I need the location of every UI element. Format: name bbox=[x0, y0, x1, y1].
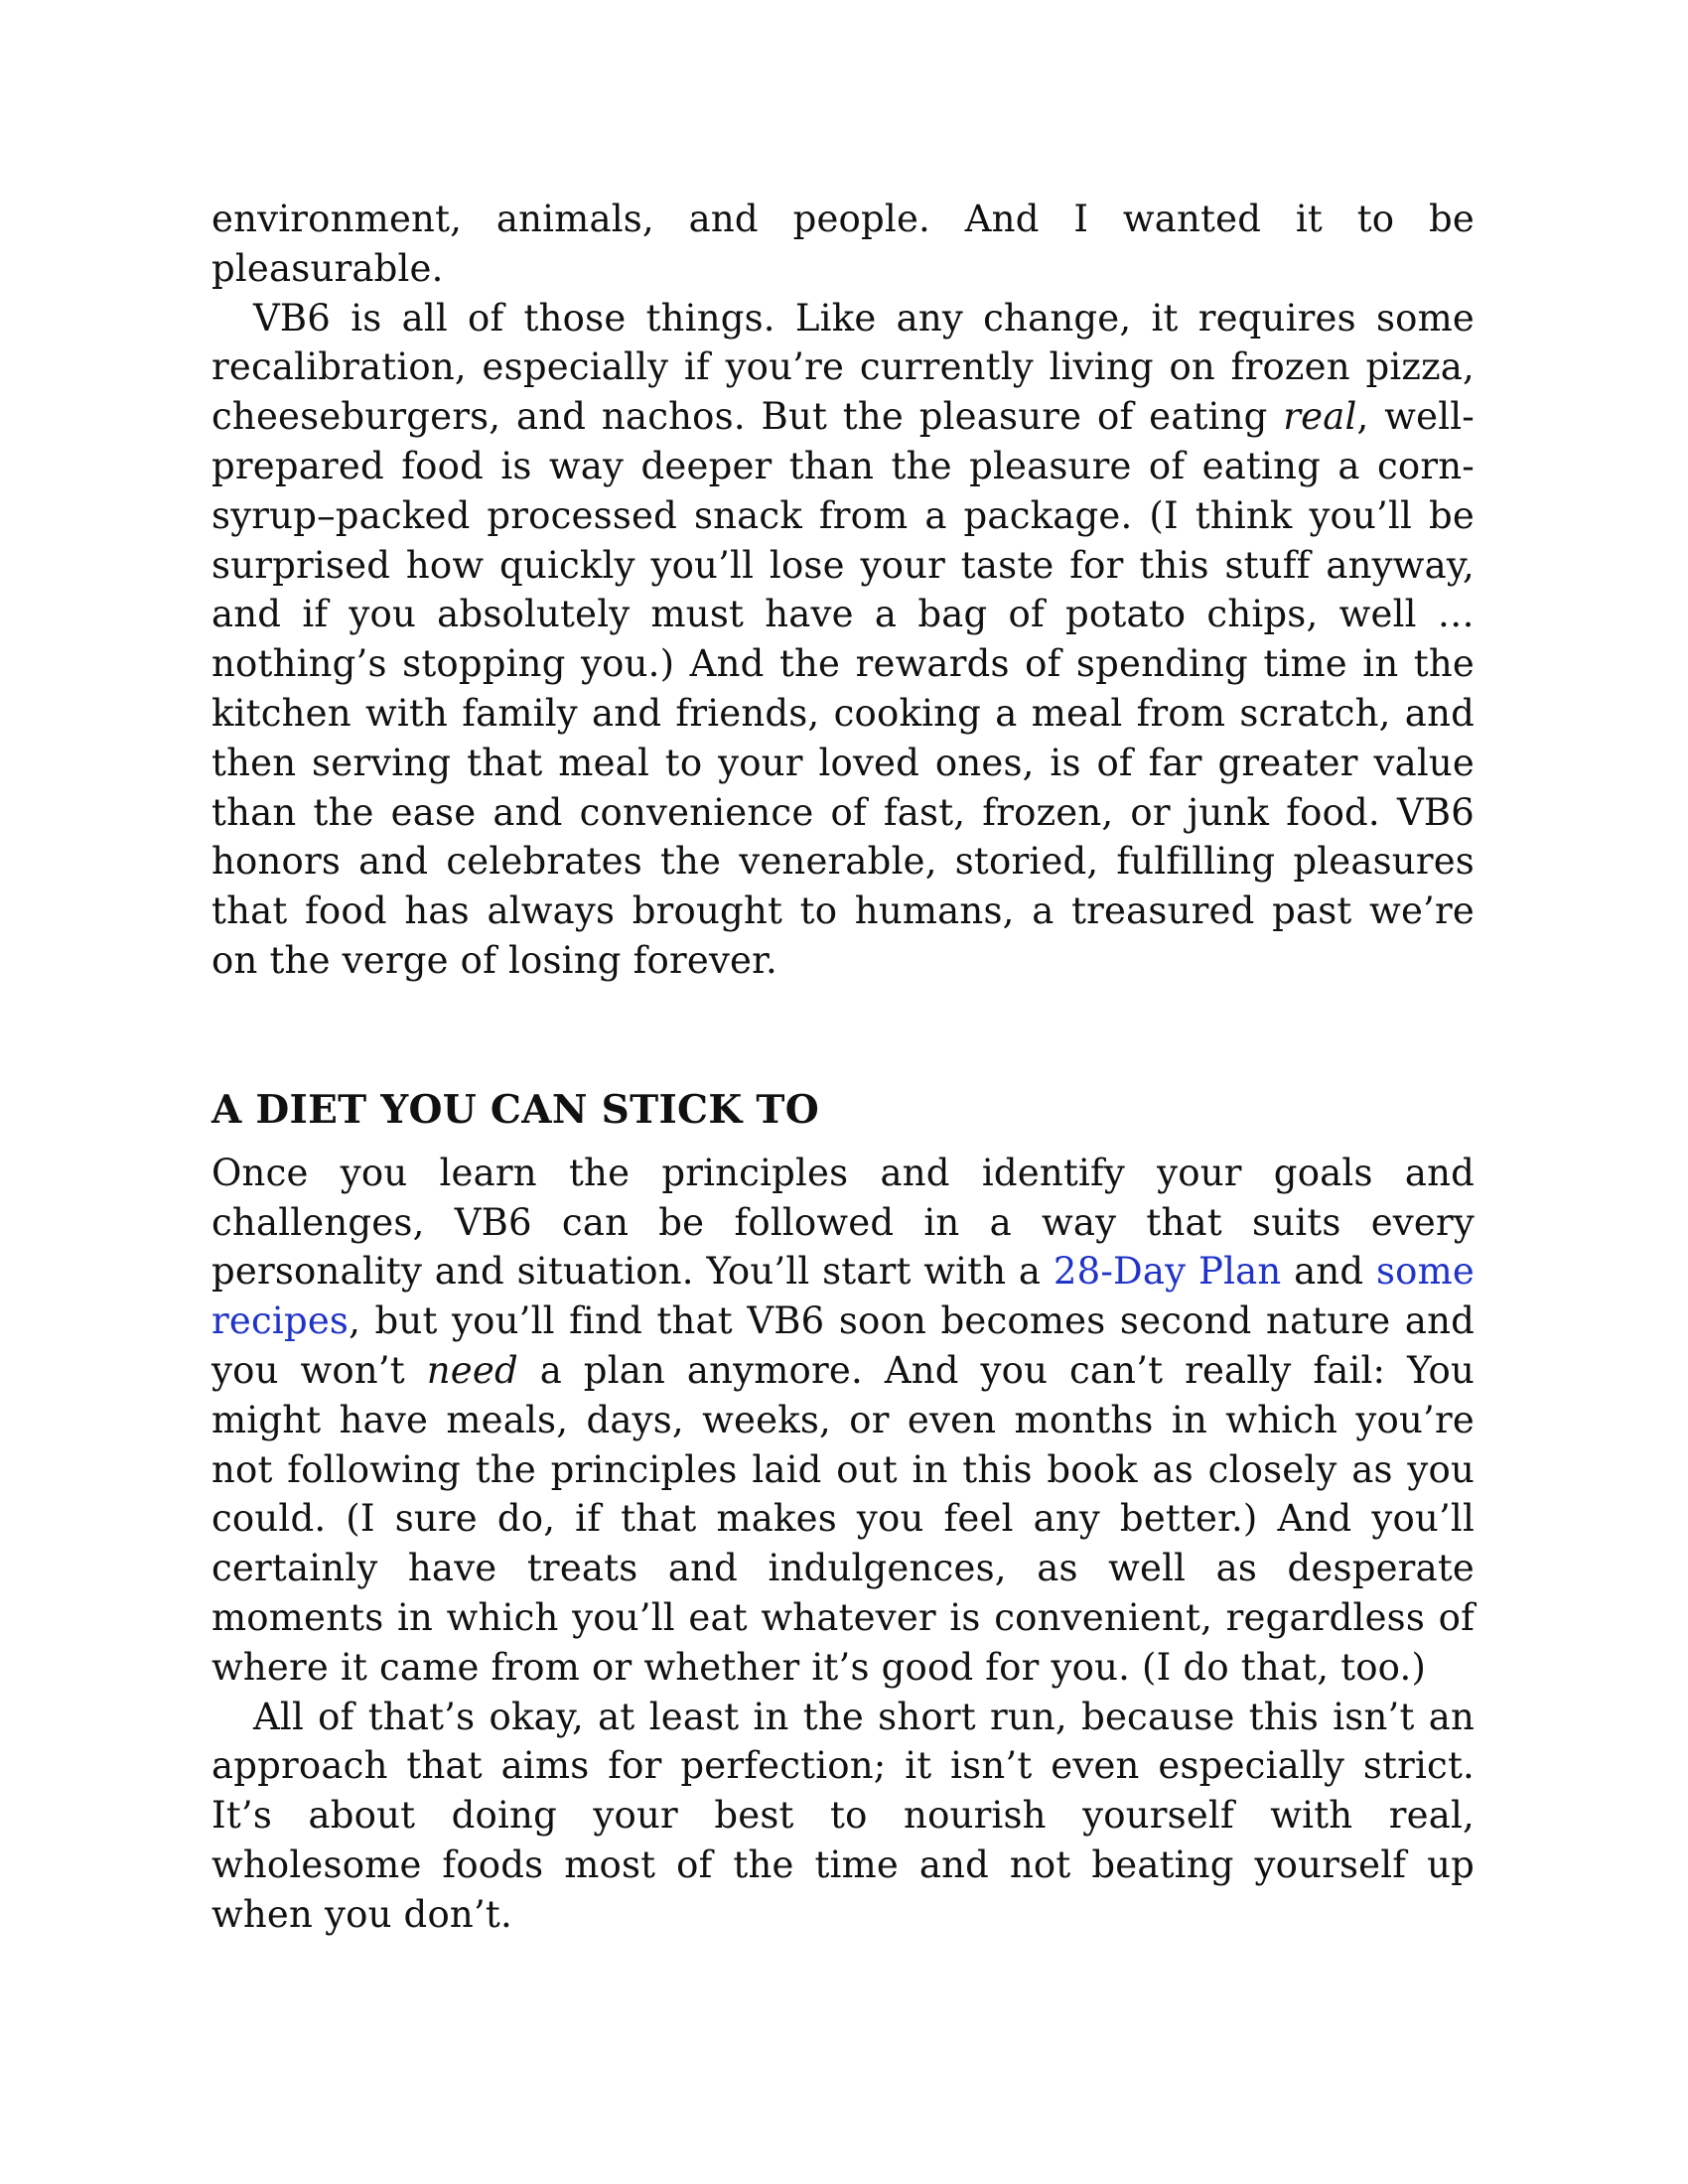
paragraph-continuation-text: environment, animals, and people. And I wanted it to be pleasurable. bbox=[211, 198, 1475, 290]
paragraph-text-end: , well-prepared food is way deeper than the pleasure of eating a corn-syrup–packed processed snack from a package. (I think you’ll be surprised how quickly you’ll lose your taste for this stuff anyway, and if you absolutely must have a bag of potato chips, well … nothing’s stopping you.) And the rewards of spending time in the kitchen with family and friends, cooking a meal from scratch, and then serving that meal to your loved ones, is of far greater value than the ease and convenience of fast, frozen, or junk food. VB6 honors and celebrates the venerable, storied, fulfilling pleasures that food has always brought to humans, a treasured past we’re on the verge of losing forever. bbox=[211, 395, 1475, 982]
link-some-recipes[interactable]: some recipes bbox=[211, 1250, 1475, 1343]
paragraph-diet-stick bbox=[211, 1149, 1475, 1693]
paragraph-continuation bbox=[211, 195, 1475, 294]
book-page bbox=[211, 195, 1475, 1940]
section-heading: A DIET YOU CAN STICK TO bbox=[211, 1086, 819, 1133]
paragraph-all-okay bbox=[211, 1693, 1475, 1940]
paragraph-text-start: Once you learn the principles and identify your goals and challenges, VB6 can be followed in a way that suits every personality and situation. You’ll start with a bbox=[211, 1151, 1475, 1294]
paragraph-all-okay-text: All of that’s okay, at least in the short run, because this isn’t an approach that aims for perfection; it isn’t even especially strict. It’s about doing your best to nourish yourself with real, wholesome foods most of the time and not beating yourself up when you don’t. bbox=[211, 1695, 1475, 1936]
paragraph-text-start: VB6 is all of those things. Like any change, it requires some recalibration, especially if you’re currently living on frozen pizza, cheeseburgers, and nachos. But the pleasure of eating bbox=[211, 296, 1475, 439]
paragraph-text-and: and bbox=[1281, 1250, 1376, 1294]
paragraph-text-middle: , but you’ll find that VB6 soon becomes second nature and you won’t bbox=[211, 1299, 1475, 1392]
emphasis-need: need bbox=[426, 1348, 518, 1392]
paragraph-text-end: a plan anymore. And you can’t really fail: You might have meals, days, weeks, or even months in which you’re not following the principles laid out in this book as closely as you could. (I sure do, if that makes you feel any better.) And you’ll certainly have treats and indulgences, as well as desperate moments in which you’ll eat whatever is convenient, regardless of where it came from or whether it’s good for you. (I do that, too.) bbox=[211, 1348, 1475, 1689]
paragraph-vb6-pleasure bbox=[211, 294, 1475, 986]
emphasis-real: real bbox=[1283, 395, 1357, 439]
link-28-day-plan[interactable]: 28-Day Plan bbox=[1053, 1250, 1282, 1294]
